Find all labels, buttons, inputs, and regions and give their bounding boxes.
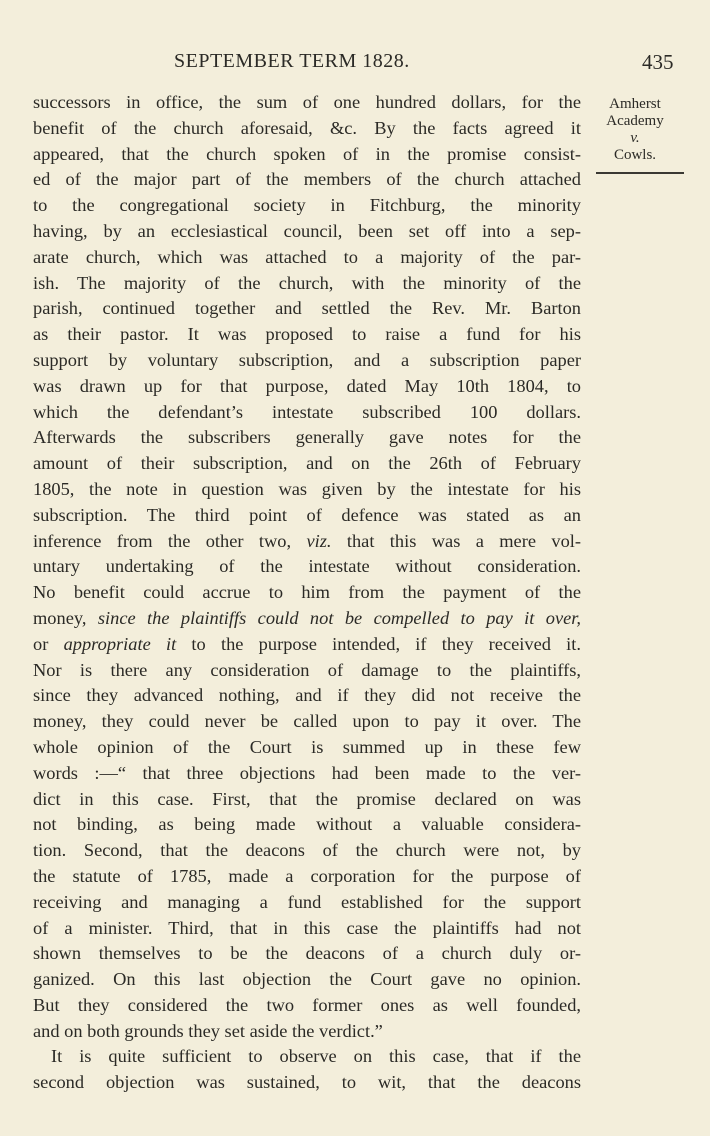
margin-note-line: Cowls. — [613, 147, 657, 163]
text-segment: whole opinion of the Court is summed up in these few — [33, 736, 581, 757]
margin-note-line: v. — [630, 130, 640, 146]
text-segment: Nor is there any consideration of damage to the plaintiffs, — [33, 659, 581, 680]
text-line — [33, 1070, 581, 1096]
text-line — [33, 116, 581, 142]
text-segment: untary undertaking of the intestate without consideration. — [33, 556, 581, 577]
margin-rule — [596, 172, 684, 174]
text-segment: parish, continued together and settled the Rev. Mr. Barton — [33, 298, 581, 319]
text-segment: second objection was sustained, to wit, that the deacons — [33, 1072, 581, 1093]
text-line — [33, 529, 581, 555]
text-segment: ish. The majority of the church, with the minority of the — [33, 272, 581, 293]
text-segment: arate church, which was attached to a majority of the par- — [33, 246, 581, 267]
text-segment: not binding, as being made without a valuable considera- — [33, 814, 581, 835]
text-segment: It is quite sufficient to observe on this case, that if the — [51, 1046, 581, 1067]
text-line — [33, 993, 581, 1019]
text-line — [33, 271, 581, 297]
text-line — [33, 400, 581, 426]
italic-text: since the plaintiffs could not be compelled to pay it over, — [97, 607, 582, 628]
text-segment: dict in this case. First, that the promise declared on was — [33, 788, 581, 809]
text-segment: the statute of 1785, made a corporation for the purpose of — [33, 865, 581, 886]
text-line — [33, 812, 581, 838]
text-segment: Afterwards the subscribers generally gave notes for the — [33, 427, 581, 448]
text-segment: to the congregational society in Fitchburg, the minority — [33, 195, 581, 216]
body-text — [33, 90, 581, 1096]
text-segment: receiving and managing a fund established for the support — [33, 891, 581, 912]
text-line — [33, 451, 581, 477]
text-line — [33, 167, 581, 193]
text-segment: that this was a mere vol- — [331, 530, 581, 551]
text-segment: money, they could never be called upon to pay it over. The — [33, 711, 581, 732]
text-segment: ed of the major part of the members of the church attached — [33, 169, 581, 190]
text-line — [33, 864, 581, 890]
text-line — [33, 606, 581, 632]
text-line — [33, 554, 581, 580]
text-segment: appeared, that the church spoken of in the promise consist- — [33, 143, 581, 164]
text-line — [33, 90, 581, 116]
text-line — [33, 245, 581, 271]
text-segment: amount of their subscription, and on the 26th of February — [33, 453, 581, 474]
text-line — [33, 735, 581, 761]
text-line — [33, 348, 581, 374]
text-line — [33, 477, 581, 503]
text-line — [33, 709, 581, 735]
text-line — [33, 683, 581, 709]
text-line — [33, 1019, 581, 1045]
text-line — [33, 219, 581, 245]
text-line — [33, 374, 581, 400]
text-segment: But they considered the two former ones as well founded, — [33, 994, 581, 1015]
text-segment: which the defendant’s intestate subscribed 100 dollars. — [33, 401, 581, 422]
text-segment: inference from the other two, — [33, 530, 307, 551]
text-line — [33, 761, 581, 787]
margin-note-line: Academy — [606, 113, 664, 129]
text-segment: shown themselves to be the deacons of a church duly or- — [33, 943, 581, 964]
text-line — [33, 193, 581, 219]
text-line — [33, 787, 581, 813]
running-title: SEPTEMBER TERM 1828. — [174, 50, 410, 72]
text-segment: words :—“ that three objections had been made to the ver- — [33, 762, 581, 783]
text-line — [33, 838, 581, 864]
text-line — [33, 296, 581, 322]
text-segment: tion. Second, that the deacons of the church were not, by — [33, 840, 581, 861]
text-segment: having, by an ecclesiastical council, been set off into a sep- — [33, 220, 581, 241]
text-line — [33, 1044, 581, 1070]
text-segment: as their pastor. It was proposed to raise a fund for his — [33, 324, 581, 345]
text-line — [33, 916, 581, 942]
text-segment: support by voluntary subscription, and a subscription paper — [33, 349, 581, 370]
text-segment: 1805, the note in question was given by the intestate for his — [33, 478, 581, 499]
text-line — [33, 580, 581, 606]
text-line — [33, 322, 581, 348]
text-line — [33, 425, 581, 451]
text-segment: No benefit could accrue to him from the payment of the — [33, 582, 581, 603]
page-header — [0, 50, 710, 80]
text-line — [33, 503, 581, 529]
margin-note-line: Amherst — [609, 96, 661, 112]
text-line — [33, 941, 581, 967]
text-line — [33, 658, 581, 684]
case-margin-note — [590, 96, 680, 164]
text-line — [33, 967, 581, 993]
text-segment: to the purpose intended, if they received it. — [176, 633, 581, 654]
text-segment: benefit of the church aforesaid, &c. By the facts agreed it — [33, 117, 581, 138]
italic-text: viz. — [306, 530, 332, 551]
text-segment: and on both grounds they set aside the verdict.” — [33, 1020, 383, 1041]
text-segment: successors in office, the sum of one hundred dollars, for the — [33, 92, 581, 112]
italic-text: appropriate it — [63, 633, 177, 654]
text-segment: was drawn up for that purpose, dated May 10th 1804, to — [33, 375, 581, 396]
text-line — [33, 890, 581, 916]
text-segment: since they advanced nothing, and if they did not receive the — [33, 685, 581, 706]
text-segment: of a minister. Third, that in this case the plaintiffs had not — [33, 917, 581, 938]
text-segment: money, — [33, 607, 98, 628]
text-segment: or — [33, 633, 64, 654]
text-line — [33, 632, 581, 658]
text-segment: subscription. The third point of defence was stated as an — [33, 504, 581, 525]
page-number: 435 — [642, 50, 674, 74]
text-segment: ganized. On this last objection the Court gave no opinion. — [33, 969, 581, 990]
text-line — [33, 142, 581, 168]
